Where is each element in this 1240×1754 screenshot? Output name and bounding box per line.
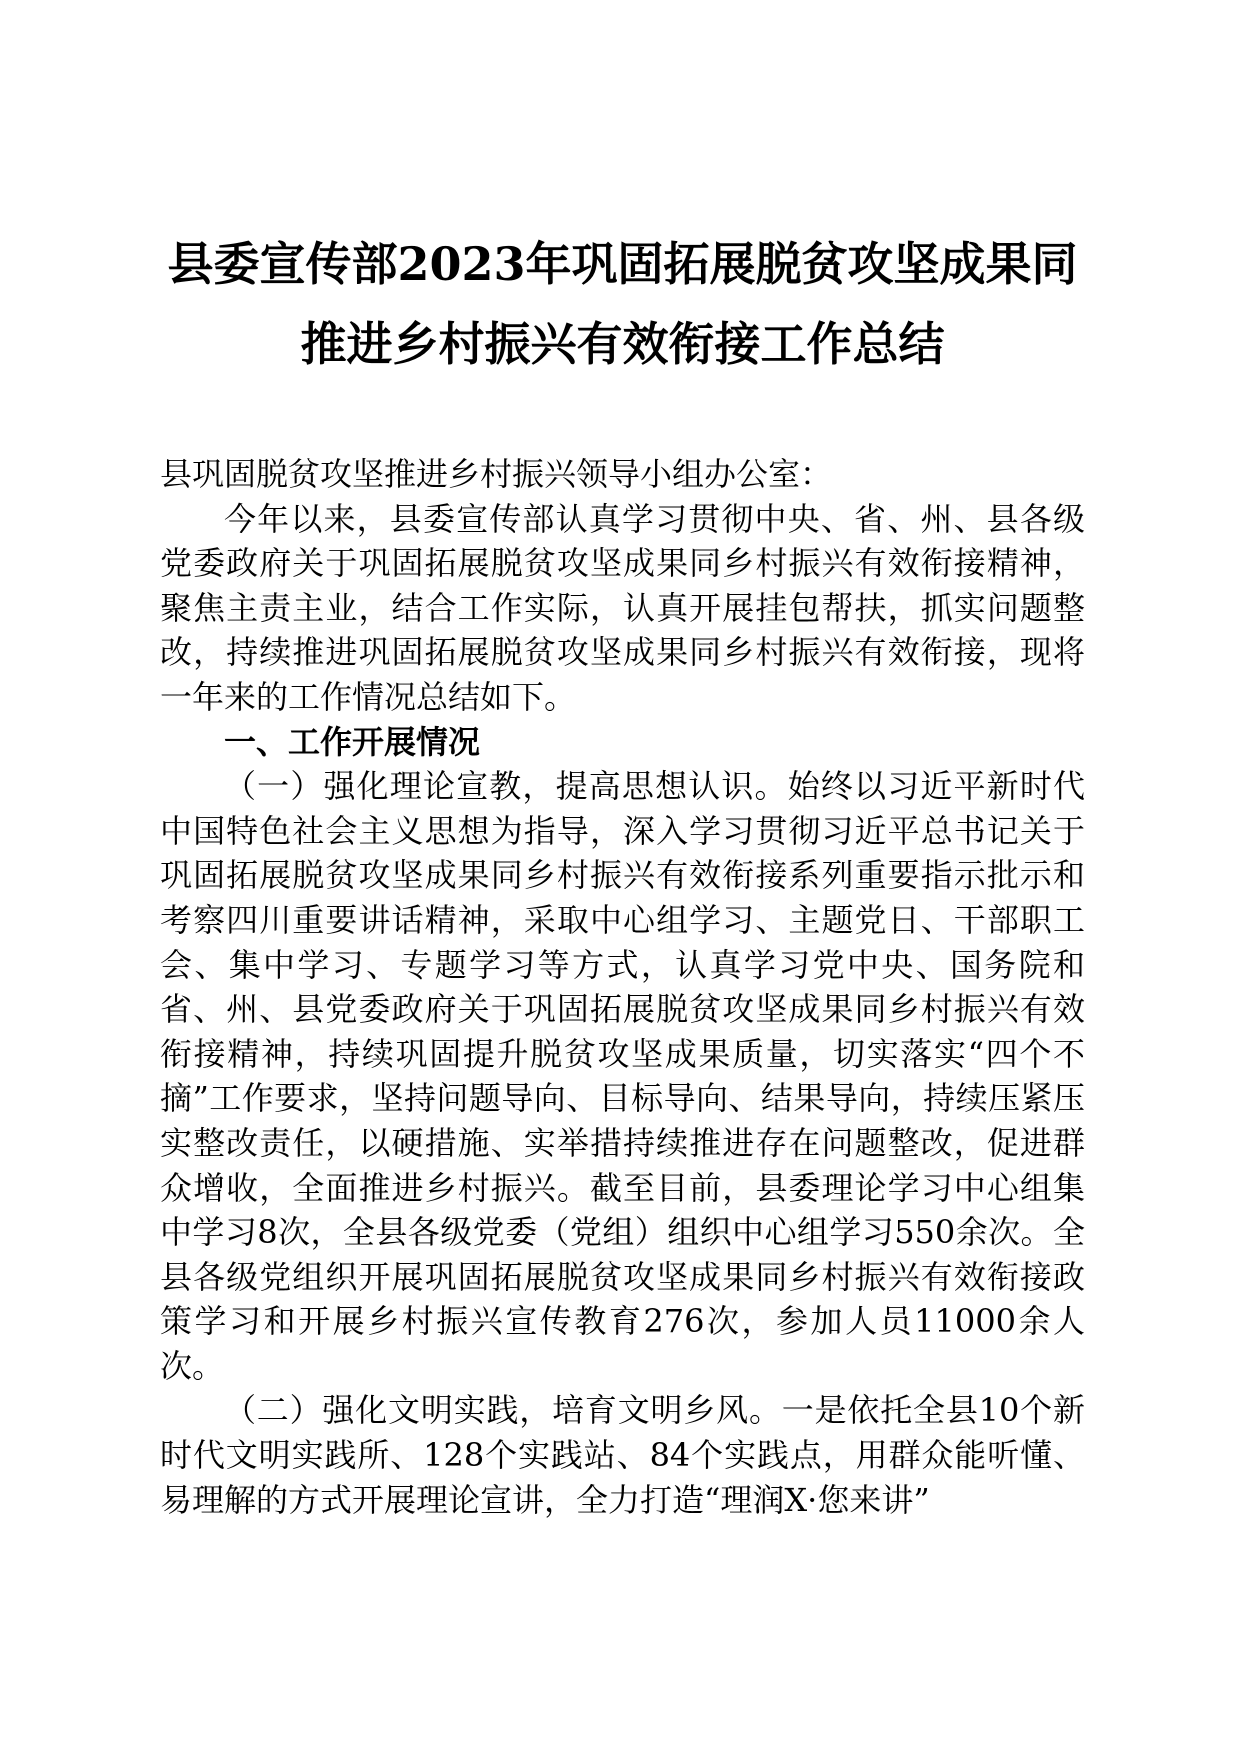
- paragraph-item-2: （二）强化文明实践，培育文明乡风。一是依托全县10个新时代文明实践所、128个实践站、84个实践点，用群众能听懂、易理解的方式开展理论宣讲，全力打造“理润X·您来讲”: [160, 1391, 1085, 1519]
- addressee: 县巩固脱贫攻坚推进乡村振兴领导小组办公室：: [160, 455, 833, 493]
- document-body: [160, 452, 1085, 1522]
- paragraph-item-1: （一）强化理论宣教，提高思想认识。始终以习近平新时代中国特色社会主义思想为指导，深入学习贯彻习近平总书记关于巩固拓展脱贫攻坚成果同乡村振兴有效衔接系列重要指示批示和考察四川重要讲话精神，采取中心组学习、主题党日、干部职工会、集中学习、专题学习等方式，认真学习党中央、国务院和省、州、县党委政府关于巩固拓展脱贫攻坚成果同乡村振兴有效衔接精神，持续巩固提升脱贫攻坚成果质量，切实落实“四个不摘”工作要求，坚持问题导向、目标导向、结果导向，持续压紧压实整改责任，以硬措施、实举措持续推进存在问题整改，促进群众增收，全面推进乡村振兴。截至目前，县委理论学习中心组集中学习8次，全县各级党委（党组）组织中心组学习550余次。全县各级党组织开展巩固拓展脱贫攻坚成果同乡村振兴有效衔接政策学习和开展乡村振兴宣传教育276次，参加人员11000余人次。: [160, 767, 1085, 1385]
- title-line-1: 县委宣传部2023年巩固拓展脱贫攻坚成果同: [167, 237, 1078, 291]
- intro-paragraph: 今年以来，县委宣传部认真学习贯彻中央、省、州、县各级党委政府关于巩固拓展脱贫攻坚成果同乡村振兴有效衔接精神，聚焦主责主业，结合工作实际，认真开展挂包帮扶，抓实问题整改，持续推进巩固拓展脱贫攻坚成果同乡村振兴有效衔接，现将一年来的工作情况总结如下。: [160, 499, 1085, 716]
- document-title: [160, 0, 1085, 384]
- section-heading: 一、工作开展情况: [224, 722, 481, 761]
- title-line-2: 推进乡村振兴有效衔接工作总结: [300, 317, 945, 371]
